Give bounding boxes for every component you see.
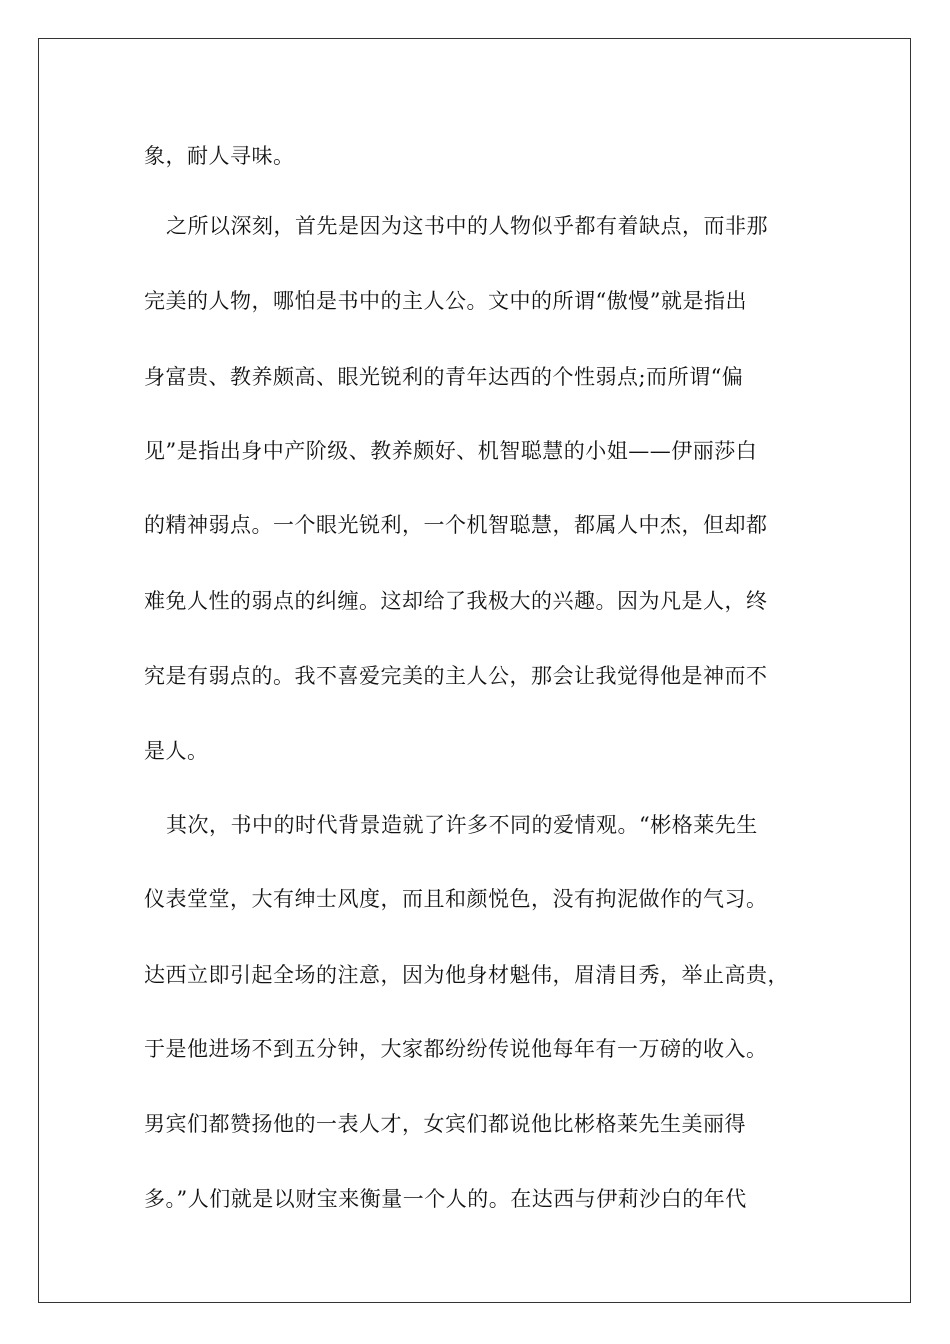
text-line: 象，耐人寻味。 — [144, 144, 295, 168]
paragraph-start-line: 之所以深刻，首先是因为这书中的人物似乎都有着缺点，而非那 — [166, 214, 768, 238]
text-line: 达西立即引起全场的注意，因为他身材魁伟，眉清目秀，举止高贵， — [144, 963, 789, 987]
text-line: 仪表堂堂，大有绅士风度，而且和颜悦色，没有拘泥做作的气习。 — [144, 887, 768, 911]
text-line: 多。”人们就是以财宝来衡量一个人的。在达西与伊莉沙白的年代 — [144, 1187, 747, 1211]
text-line: 完美的人物，哪怕是书中的主人公。文中的所谓“傲慢”就是指出 — [144, 289, 747, 313]
text-line: 见”是指出身中产阶级、教养颇好、机智聪慧的小姐——伊丽莎白 — [144, 439, 758, 463]
text-line: 于是他进场不到五分钟，大家都纷纷传说他每年有一万磅的收入。 — [144, 1037, 768, 1061]
paragraph-start-line: 其次，书中的时代背景造就了许多不同的爱情观。“彬格莱先生 — [166, 813, 758, 837]
text-line: 难免人性的弱点的纠缠。这却给了我极大的兴趣。因为凡是人，终 — [144, 589, 768, 613]
text-line: 是人。 — [144, 739, 209, 763]
text-line: 究是有弱点的。我不喜爱完美的主人公，那会让我觉得他是神而不 — [144, 664, 768, 688]
text-line: 男宾们都赞扬他的一表人才，女宾们都说他比彬格莱先生美丽得 — [144, 1112, 746, 1136]
text-line: 的精神弱点。一个眼光锐利，一个机智聪慧，都属人中杰，但却都 — [144, 513, 768, 537]
text-line: 身富贵、教养颇高、眼光锐利的青年达西的个性弱点;而所谓“偏 — [144, 365, 744, 389]
